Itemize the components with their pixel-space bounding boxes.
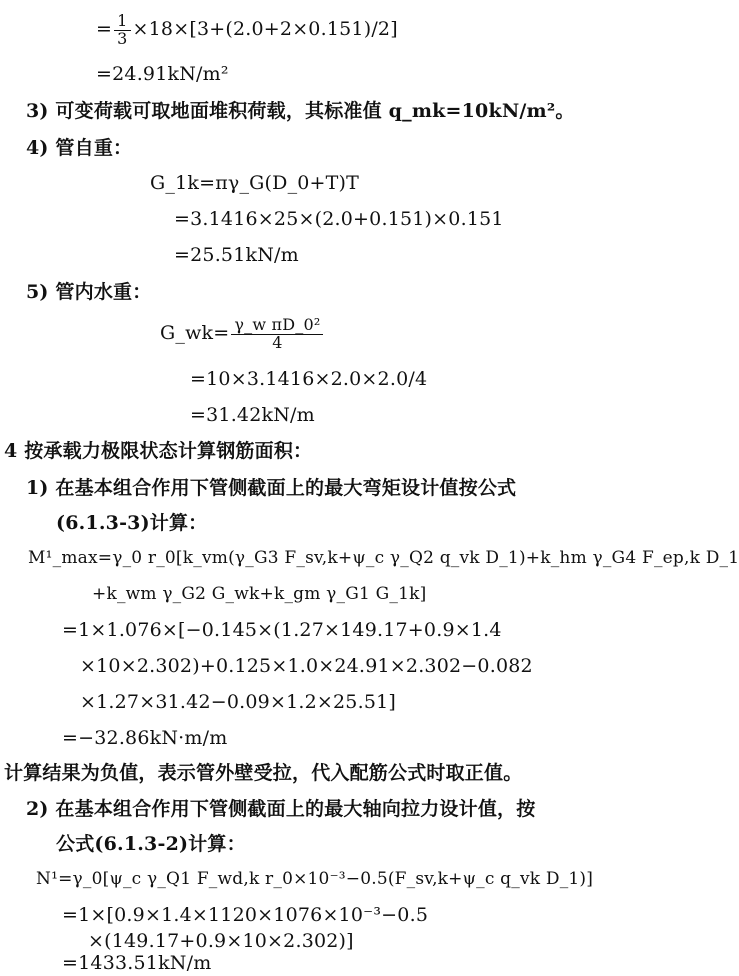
formula-line-n-calc1: =1×[0.9×1.4×1120×1076×10⁻³−0.5 — [62, 904, 429, 926]
formula-line-g1k: G_1k=πγ_G(D_0+T)T — [150, 172, 360, 194]
section-4-heading: 4 按承载力极限状态计算钢筋面积： — [4, 440, 313, 462]
formula-line-mmax: M¹_max=γ_0 r_0[k_vm(γ_G3 F_sv,k+ψ_c γ_Q2 q_vk D_1)+k_hm γ_G4 F_ep,k D_1 — [28, 548, 739, 568]
equals-sign: = — [96, 18, 113, 40]
formula-line-gwk-calc: =10×3.1416×2.0×2.0/4 — [190, 368, 428, 390]
item-5-heading: 5) 管内水重： — [26, 281, 152, 303]
item-4-heading: 4) 管自重： — [26, 137, 133, 159]
fraction-numerator: γ_w πD_0² — [231, 317, 323, 335]
formula-text: ×18×[3+(2.0+2×0.151)/2] — [132, 18, 398, 40]
item-1-text-cont: (6.1.3-3)计算： — [56, 512, 208, 534]
item-2-text: 2) 在基本组合作用下管侧截面上的最大轴向拉力设计值，按 — [26, 798, 536, 820]
formula-line-gwk — [160, 310, 325, 356]
item-2-text-cont: 公式(6.1.3-2)计算： — [56, 833, 246, 855]
fraction-gwk — [231, 314, 323, 352]
formula-line-mmax-calc3: ×1.27×31.42−0.09×1.2×25.51] — [80, 691, 397, 713]
formula-line-g1k-calc: =3.1416×25×(2.0+0.151)×0.151 — [174, 208, 504, 230]
note-negative-value: 计算结果为负值，表示管外壁受拉，代入配筋公式时取正值。 — [4, 762, 523, 784]
fraction-denominator: 3 — [117, 28, 128, 48]
formula-line-mmax-result: =−32.86kN·m/m — [62, 727, 228, 749]
formula-line-mmax-cont: +k_wm γ_G2 G_wk+k_gm γ_G1 G_1k] — [92, 584, 427, 604]
item-3-text: 3) 可变荷载可取地面堆积荷载，其标准值 q_mk=10kN/m²。 — [26, 100, 575, 122]
fraction-numerator: 1 — [114, 13, 130, 31]
formula-line-g1k-result: =25.51kN/m — [174, 244, 299, 266]
item-1-text: 1) 在基本组合作用下管侧截面上的最大弯矩设计值按公式 — [26, 477, 517, 499]
formula-line-1 — [96, 6, 398, 52]
formula-line-n-calc2: ×(149.17+0.9×10×2.302)] — [88, 930, 354, 952]
formula-line-mmax-calc2: ×10×2.302)+0.125×1.0×24.91×2.302−0.082 — [80, 655, 533, 677]
formula-line-2: =24.91kN/m² — [96, 63, 229, 85]
fraction-one-third — [114, 10, 130, 48]
formula-lhs: G_wk= — [160, 322, 230, 344]
formula-line-gwk-result: =31.42kN/m — [190, 404, 315, 426]
formula-line-mmax-calc1: =1×1.076×[−0.145×(1.27×149.17+0.9×1.4 — [62, 619, 502, 641]
fraction-denominator: 4 — [272, 332, 283, 352]
formula-line-n-result: =1433.51kN/m — [62, 952, 212, 974]
formula-line-n: N¹=γ_0[ψ_c γ_Q1 F_wd,k r_0×10⁻³−0.5(F_sv,k+ψ_c q_vk D_1)] — [36, 869, 594, 889]
